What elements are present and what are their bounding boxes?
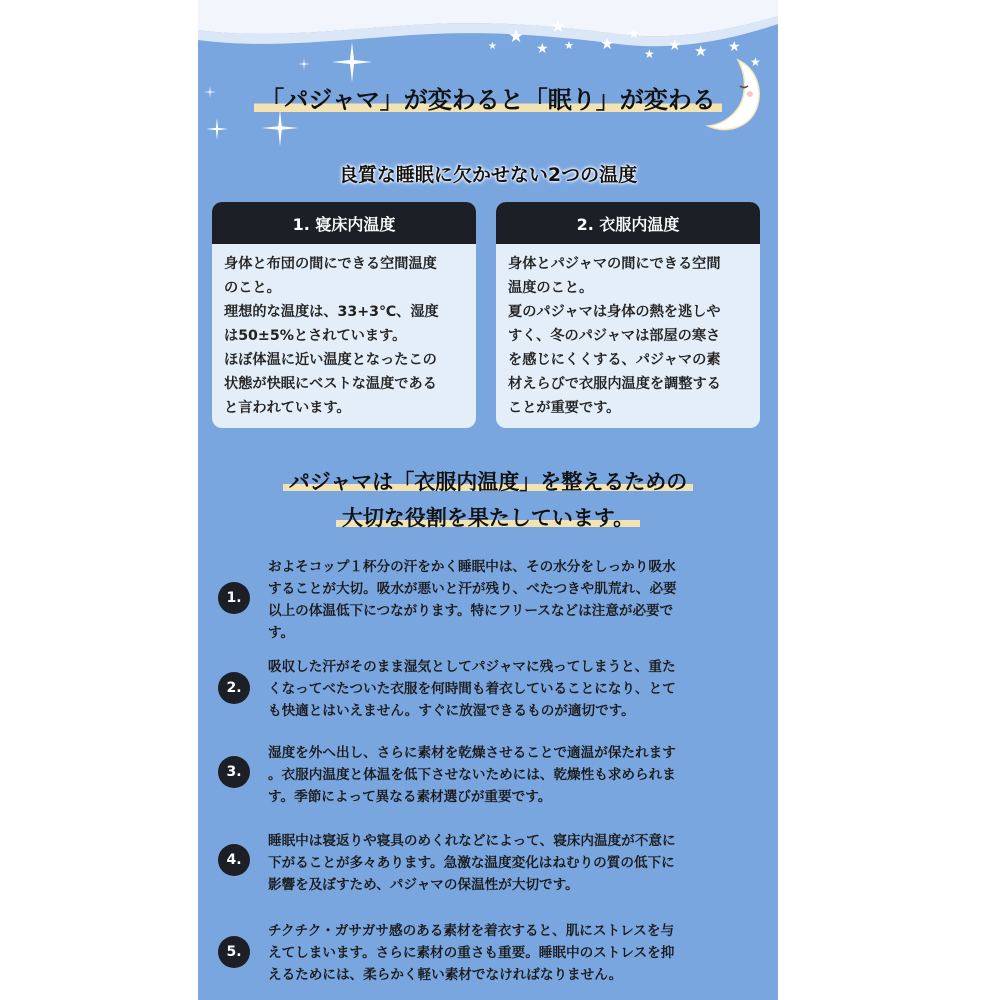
item-number-badge: 2.: [218, 672, 250, 704]
role-heading-line-2: 大切な役割を果たしています。: [198, 502, 778, 532]
star-icon: ★: [600, 34, 615, 53]
card-line: 身体と布団の間にできる空間温度: [224, 256, 437, 272]
item-line: えるためには、柔らかく軽い素材でなければなりません。: [268, 967, 623, 983]
item-line: 。衣服内温度と体温を低下させないためには、乾燥性も求められま: [268, 767, 676, 783]
item-line: くなってべたついた衣服を何時間も着衣していることになり、とて: [268, 681, 676, 697]
item-text: [268, 830, 756, 896]
item-line: することが大切。吸水が悪いと汗が残り、べたつきや肌荒れ、必要: [268, 581, 677, 597]
card-line: は50±5%とされています。: [224, 328, 407, 344]
card-line: 状態が快眠にベストな温度である: [224, 376, 437, 392]
card-body: [496, 244, 760, 420]
card-title: 2. 衣服内温度: [496, 202, 760, 244]
star-icon: ★: [750, 55, 761, 69]
card-title: 1. 寝床内温度: [212, 202, 476, 244]
item-number-badge: 4.: [218, 844, 250, 876]
item-line: 吸収した汗がそのまま湿気としてパジャマに残ってしまうと、重た: [268, 659, 676, 675]
card-line: すく、冬のパジャマは部屋の寒さ: [508, 328, 721, 344]
item-line: す。: [268, 625, 295, 641]
star-icon: ★: [644, 47, 655, 61]
card-line: ほぼ体温に近い温度となったこの: [224, 352, 437, 368]
star-icon: ★: [508, 26, 525, 47]
card-line: 材えらびで衣服内温度を調整する: [508, 376, 721, 392]
item-line: 下がることが多々あります。急激な温度変化はねむりの質の低下に: [268, 855, 675, 871]
card-line: 夏のパジャマは身体の熱を逃しや: [508, 304, 721, 320]
item-text: [268, 656, 756, 722]
item-text: [268, 920, 756, 986]
item-text: [268, 556, 756, 644]
star-icon: ★: [694, 42, 708, 60]
item-text: [268, 742, 756, 808]
star-icon: ★: [564, 39, 574, 52]
card-clothing-temperature: [496, 202, 760, 428]
card-line: ことが重要です。: [508, 400, 621, 416]
item-line: 湿度を外へ出し、さらに素材を乾燥させることで適温が保たれます: [268, 745, 676, 761]
sparkle-icon: [206, 118, 228, 140]
item-line: 睡眠中は寝返りや寝具のめくれなどによって、寝床内温度が不意に: [268, 833, 676, 849]
item-line: 影響を及ぼすため、パジャマの保温性が大切です。: [268, 877, 579, 893]
item-number-badge: 1.: [218, 582, 250, 614]
item-line: およそコップ１杯分の汗をかく睡眠中は、その水分をしっかり吸水: [268, 559, 676, 575]
star-icon: ★: [668, 36, 682, 54]
card-line: のこと。: [224, 280, 281, 296]
star-icon: ★: [628, 27, 640, 42]
item-line: 以上の体温低下につながります。特にフリースなどは注意が必要で: [268, 603, 674, 619]
sparkle-icon: [262, 110, 298, 146]
star-icon: ★: [488, 41, 497, 52]
item-line: す。季節によって異なる素材選びが重要です。: [268, 789, 552, 805]
card-line: 理想的な温度は、33+3℃、湿度: [224, 304, 439, 320]
star-icon: ★: [728, 39, 741, 55]
card-line: を感じにくくする、パジャマの素: [508, 352, 721, 368]
card-bed-temperature: [212, 202, 476, 428]
sparkle-icon: [298, 58, 310, 70]
role-heading-line-1: パジャマは「衣服内温度」を整えるための: [198, 466, 778, 496]
item-number-badge: 3.: [218, 756, 250, 788]
item-line: チクチク・ガサガサ感のある素材を着衣すると、肌にストレスを与: [268, 923, 675, 939]
temperature-subheading: 良質な睡眠に欠かせない2つの温度: [338, 164, 638, 186]
card-line: 身体とパジャマの間にできる空間: [508, 256, 721, 272]
star-icon: ★: [550, 16, 567, 37]
card-line: と言われています。: [224, 400, 351, 416]
item-line: えてしまいます。さらに素材の重さも重要。睡眠中のストレスを抑: [268, 945, 675, 961]
card-line: 温度のこと。: [508, 280, 594, 296]
content-panel: [198, 0, 778, 1000]
card-body: [212, 244, 476, 420]
item-number-badge: 5.: [218, 936, 250, 968]
sparkle-icon: [332, 42, 372, 82]
star-icon: ★: [536, 41, 549, 57]
page-headline: 「パジャマ」が変わると「眠り」が変わる: [198, 80, 778, 115]
item-line: も快適とはいえません。すぐに放湿できるものが適切です。: [268, 703, 635, 719]
